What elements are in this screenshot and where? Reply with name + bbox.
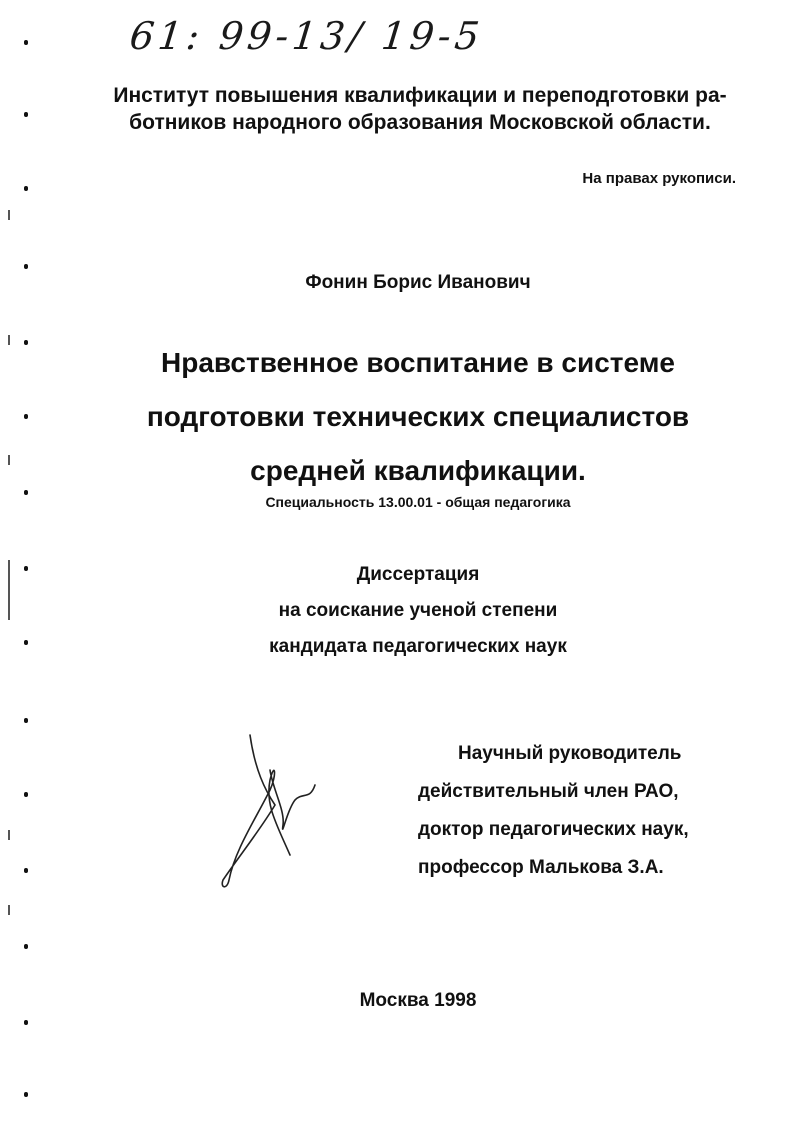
dissertation-line-1: Диссертация — [356, 564, 480, 585]
specialty: Специальность 13.00.01 - общая педагогика — [265, 494, 571, 510]
thesis-title — [0, 336, 796, 498]
signature — [215, 730, 325, 890]
advisor-line-2: действительный член РАО, — [418, 781, 679, 802]
institute-name — [60, 82, 780, 136]
institute-line-2: ботников народного образования Московской области. — [129, 111, 711, 134]
scientific-advisor — [418, 735, 778, 887]
institute-line-1: Институт повышения квалификации и переподготовки ра- — [113, 84, 727, 107]
advisor-line-3: доктор педагогических наук, — [418, 819, 689, 840]
title-line-3: средней квалификации. — [250, 455, 586, 486]
title-line-1: Нравственное воспитание в системе — [161, 347, 675, 378]
rights-notice: На правах рукописи. — [582, 170, 736, 187]
title-line-2: подготовки технических специалистов — [146, 401, 690, 432]
advisor-line-4: профессор Малькова З.А. — [418, 857, 664, 878]
dissertation-line-3: кандидата педагогических наук — [269, 636, 567, 657]
dissertation-degree — [0, 557, 796, 665]
city-year: Москва 1998 — [359, 990, 477, 1011]
advisor-line-1: Научный руководитель — [458, 743, 682, 764]
dissertation-line-2: на соискание ученой степени — [278, 600, 558, 621]
author-name: Фонин Борис Иванович — [305, 272, 531, 293]
archive-number: 61: 99-13/ 19-5 — [127, 14, 486, 58]
